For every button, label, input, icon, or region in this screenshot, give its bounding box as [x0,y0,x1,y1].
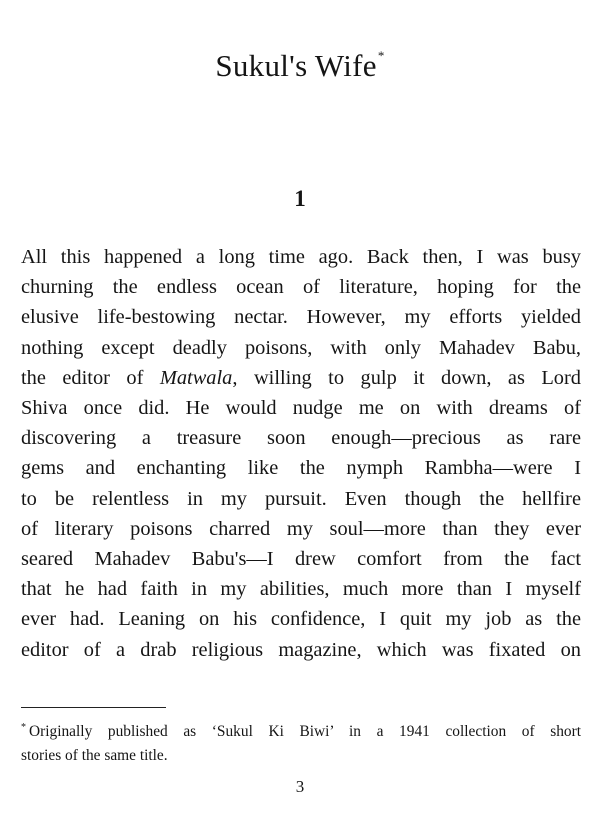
footnote-line: stories of the same title. [21,747,168,764]
body-line: discovering a treasure soon enough—precious as rare [21,427,581,450]
body-line: All this happened a long time ago. Back then, I was busy [21,246,581,268]
body-paragraph [21,242,581,665]
section-number: 1 [294,186,306,211]
footnote-divider [21,707,166,708]
body-line: seared Mahadev Babu's—I drew comfort from the fact [21,548,581,571]
body-line: elusive life-bestowing nectar. However, my efforts yielded [21,306,581,329]
body-line: editor of a drab religious magazine, which was fixated on [21,638,581,661]
footnote-line: * Originally published as ‘Sukul Ki Biwi’ in a 1941 collection of short [21,722,581,740]
body-line: nothing except deadly poisons, with only Mahadev Babu, [21,336,581,359]
footnote-marker: * [21,722,26,733]
body-line: ever had. Leaning on his confidence, I quit my job as the [21,608,581,631]
footnote [21,716,581,768]
body-line: of literary poisons charred my soul—more than they ever [21,517,581,540]
title-footnote-marker: * [377,48,385,63]
body-line: the editor of Matwala, willing to gulp it down, as Lord [21,366,581,389]
chapter-title [0,48,600,84]
body-line: that he had faith in my abilities, much more than I myself [21,578,581,601]
body-line: churning the endless ocean of literature, hoping for the [21,276,581,299]
italic-publication-title: Matwala [159,366,233,389]
body-line: to be relentless in my pursuit. Even though the hellfire [21,487,581,510]
body-line: gems and enchanting like the nymph Rambha—were I [21,457,581,480]
page-number: 3 [295,777,305,796]
chapter-title-text: Sukul's Wife [215,48,377,83]
body-line: Shiva once did. He would nudge me on with dreams of [21,397,581,420]
